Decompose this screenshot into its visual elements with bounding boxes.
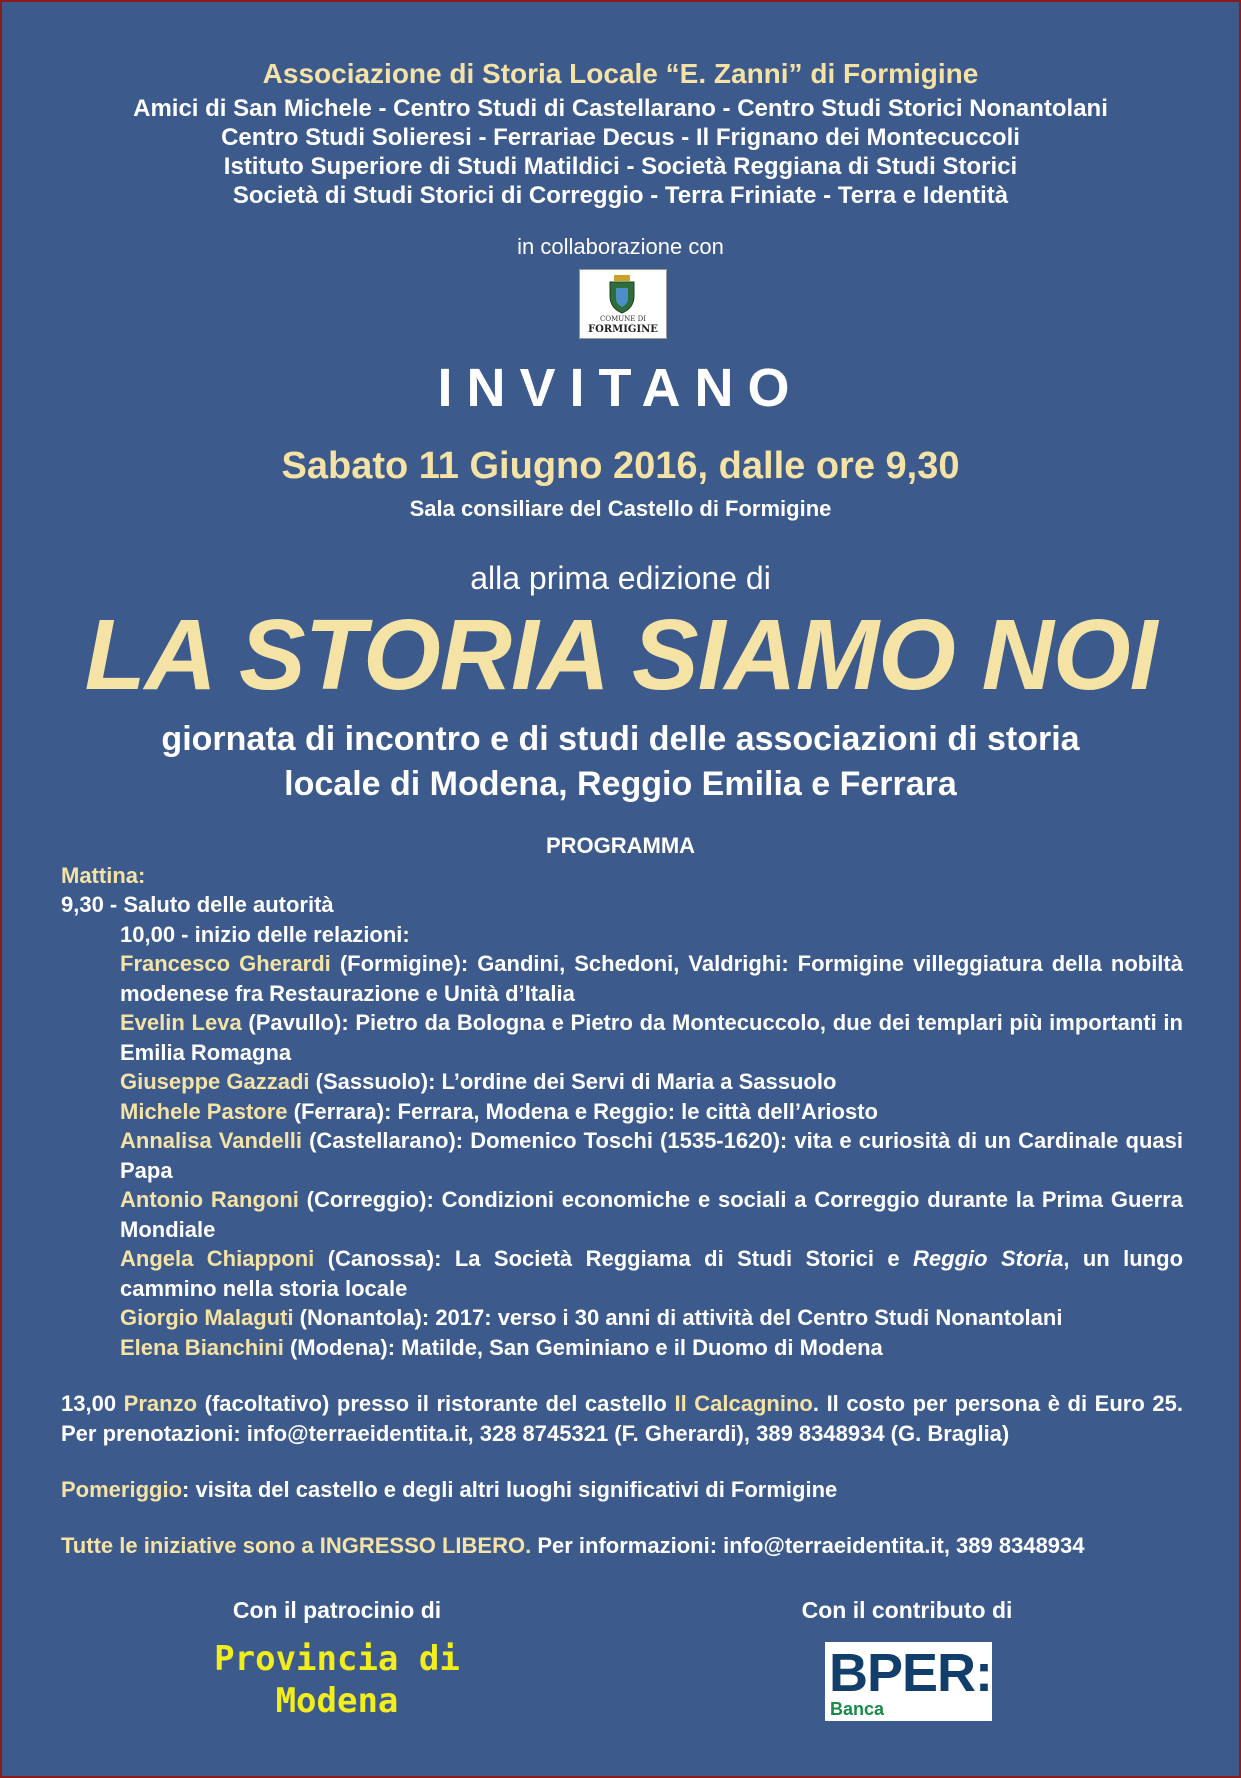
logo-name-text: FORMIGINE: [588, 324, 658, 335]
speaker-name: Michele Pastore: [120, 1099, 288, 1124]
talks-start: 10,00 - inizio delle relazioni:: [120, 922, 410, 947]
program-heading: PROGRAMMA: [545, 833, 696, 858]
afternoon-text: : visita del castello e degli altri luoghi significativi di Formigine: [182, 1477, 838, 1502]
afternoon-info: [61, 1475, 1183, 1505]
coat-of-arms-icon: [606, 274, 638, 314]
talk-item: [120, 1067, 1183, 1097]
collaboration-label: in collaborazione con: [517, 234, 724, 259]
lunch-place: Il Calcagnino: [674, 1391, 813, 1416]
talk-text: (Canossa): La Società Reggiama di Studi Storici e: [314, 1246, 914, 1271]
talk-item: [120, 1126, 1183, 1185]
talk-text: (Modena): Matilde, San Geminiano e il Duomo di Modena: [283, 1335, 883, 1360]
talk-text: (Castellarano): Domenico Toschi (1535-1620): vita e curiosità di un Cardinale quasi Papa: [120, 1128, 1183, 1183]
free-entry-text: Tutte le iniziative sono a INGRESSO LIBERO.: [61, 1533, 532, 1558]
talk-item: [120, 1097, 1183, 1127]
provincia-modena-logo: [207, 1638, 467, 1722]
event-date: Sabato 11 Giugno 2016, dalle ore 9,30: [281, 445, 960, 487]
greeting-item: 9,30 - Saluto delle autorità: [61, 892, 334, 917]
talk-item: [120, 949, 1183, 1008]
event-venue: Sala consiliare del Castello di Formigine: [409, 496, 832, 521]
free-entry-info: [61, 1531, 1183, 1561]
talk-text-end: , un lungo cammino nella storia locale: [120, 1246, 1184, 1301]
subtitle-line-1: giornata di incontro e di studi delle associazioni di storia: [161, 720, 1080, 758]
partner-line-3: Istituto Superiore di Studi Matildici - Società Reggiana di Studi Storici: [223, 153, 1018, 180]
talk-item: [120, 1333, 1183, 1363]
talk-text: (Nonantola): 2017: verso i 30 anni di attività del Centro Studi Nonantolani: [293, 1305, 1063, 1330]
talk-item: [120, 1303, 1183, 1333]
organizer-title: Associazione di Storia Locale “E. Zanni” di Formigine: [262, 58, 979, 89]
bper-banca-logo: [825, 1642, 992, 1721]
subtitle-line-2: locale di Modena, Reggio Emilia e Ferrara: [284, 765, 957, 803]
talk-text: (Sassuolo): L’ordine dei Servi di Maria a Sassuolo: [309, 1069, 837, 1094]
talk-text: (Formigine): Gandini, Schedoni, Valdrighi: Formigine villeggiatura della nobiltà modenese fra Restaurazione e Unità d’Italia: [120, 951, 1183, 1006]
speaker-name: Annalisa Vandelli: [120, 1128, 302, 1153]
speaker-name: Giuseppe Gazzadi: [120, 1069, 310, 1094]
sponsor-sub: Banca: [830, 1699, 885, 1719]
talk-item: [120, 1008, 1183, 1067]
sponsor-name: BPER:: [829, 1643, 993, 1703]
logo-small-text: COMUNE DI: [600, 315, 646, 323]
publication-title: Reggio Storia: [913, 1246, 1064, 1271]
lunch-time: 13,00: [61, 1391, 124, 1416]
partner-line-4: Società di Studi Storici di Correggio - Terra Friniate - Terra e Identità: [232, 182, 1009, 209]
contribution-label: Con il contributo di: [801, 1597, 1013, 1623]
contact-text: Per informazioni: info@terraeidentita.it, 389 8348934: [531, 1533, 1085, 1558]
formigine-logo: [579, 269, 667, 339]
lunch-info: [61, 1389, 1183, 1448]
invitano-heading: INVITANO: [437, 358, 804, 418]
patron-line-1: Provincia di: [214, 1639, 460, 1679]
talk-text: (Pavullo): Pietro da Bologna e Pietro da Montecuccolo, due dei templari più importanti in Emilia Romagna: [120, 1010, 1183, 1065]
patron-line-2: Modena: [275, 1681, 399, 1721]
talk-item: [120, 1244, 1183, 1303]
talk-text: (Correggio): Condizioni economiche e sociali a Correggio durante la Prima Guerra Mondiale: [120, 1187, 1183, 1242]
partner-line-2: Centro Studi Solieresi - Ferrariae Decus - Il Frignano dei Montecuccoli: [221, 124, 1020, 151]
morning-label: Mattina:: [61, 863, 146, 888]
speaker-name: Francesco Gherardi: [120, 951, 331, 976]
lunch-text: (facoltativo) presso il ristorante del castello: [197, 1391, 675, 1416]
talk-item: [120, 1185, 1183, 1244]
edition-intro: alla prima edizione di: [470, 560, 771, 596]
talk-text: (Ferrara): Ferrara, Modena e Reggio: le città dell’Ariosto: [287, 1099, 878, 1124]
patronage-label: Con il patrocinio di: [232, 1597, 442, 1623]
speaker-name: Evelin Leva: [120, 1010, 242, 1035]
lunch-details: . Il costo per persona è di Euro 25. Per prenotazioni: info@terraeidentita.it, 328 8745321 (F. Gherardi), 389 8348934 (G. Braglia): [61, 1391, 1183, 1446]
speaker-name: Giorgio Malaguti: [120, 1305, 294, 1330]
lunch-label: Pranzo: [123, 1391, 198, 1416]
speaker-name: Angela Chiapponi: [120, 1246, 315, 1271]
speaker-name: Elena Bianchini: [120, 1335, 284, 1360]
speaker-name: Antonio Rangoni: [120, 1187, 299, 1212]
partner-line-1: Amici di San Michele - Centro Studi di Castellarano - Centro Studi Storici Nonantolani: [133, 95, 1108, 122]
event-title: LA STORIA SIAMO NOI: [84, 599, 1157, 711]
afternoon-label: Pomeriggio: [61, 1477, 183, 1502]
